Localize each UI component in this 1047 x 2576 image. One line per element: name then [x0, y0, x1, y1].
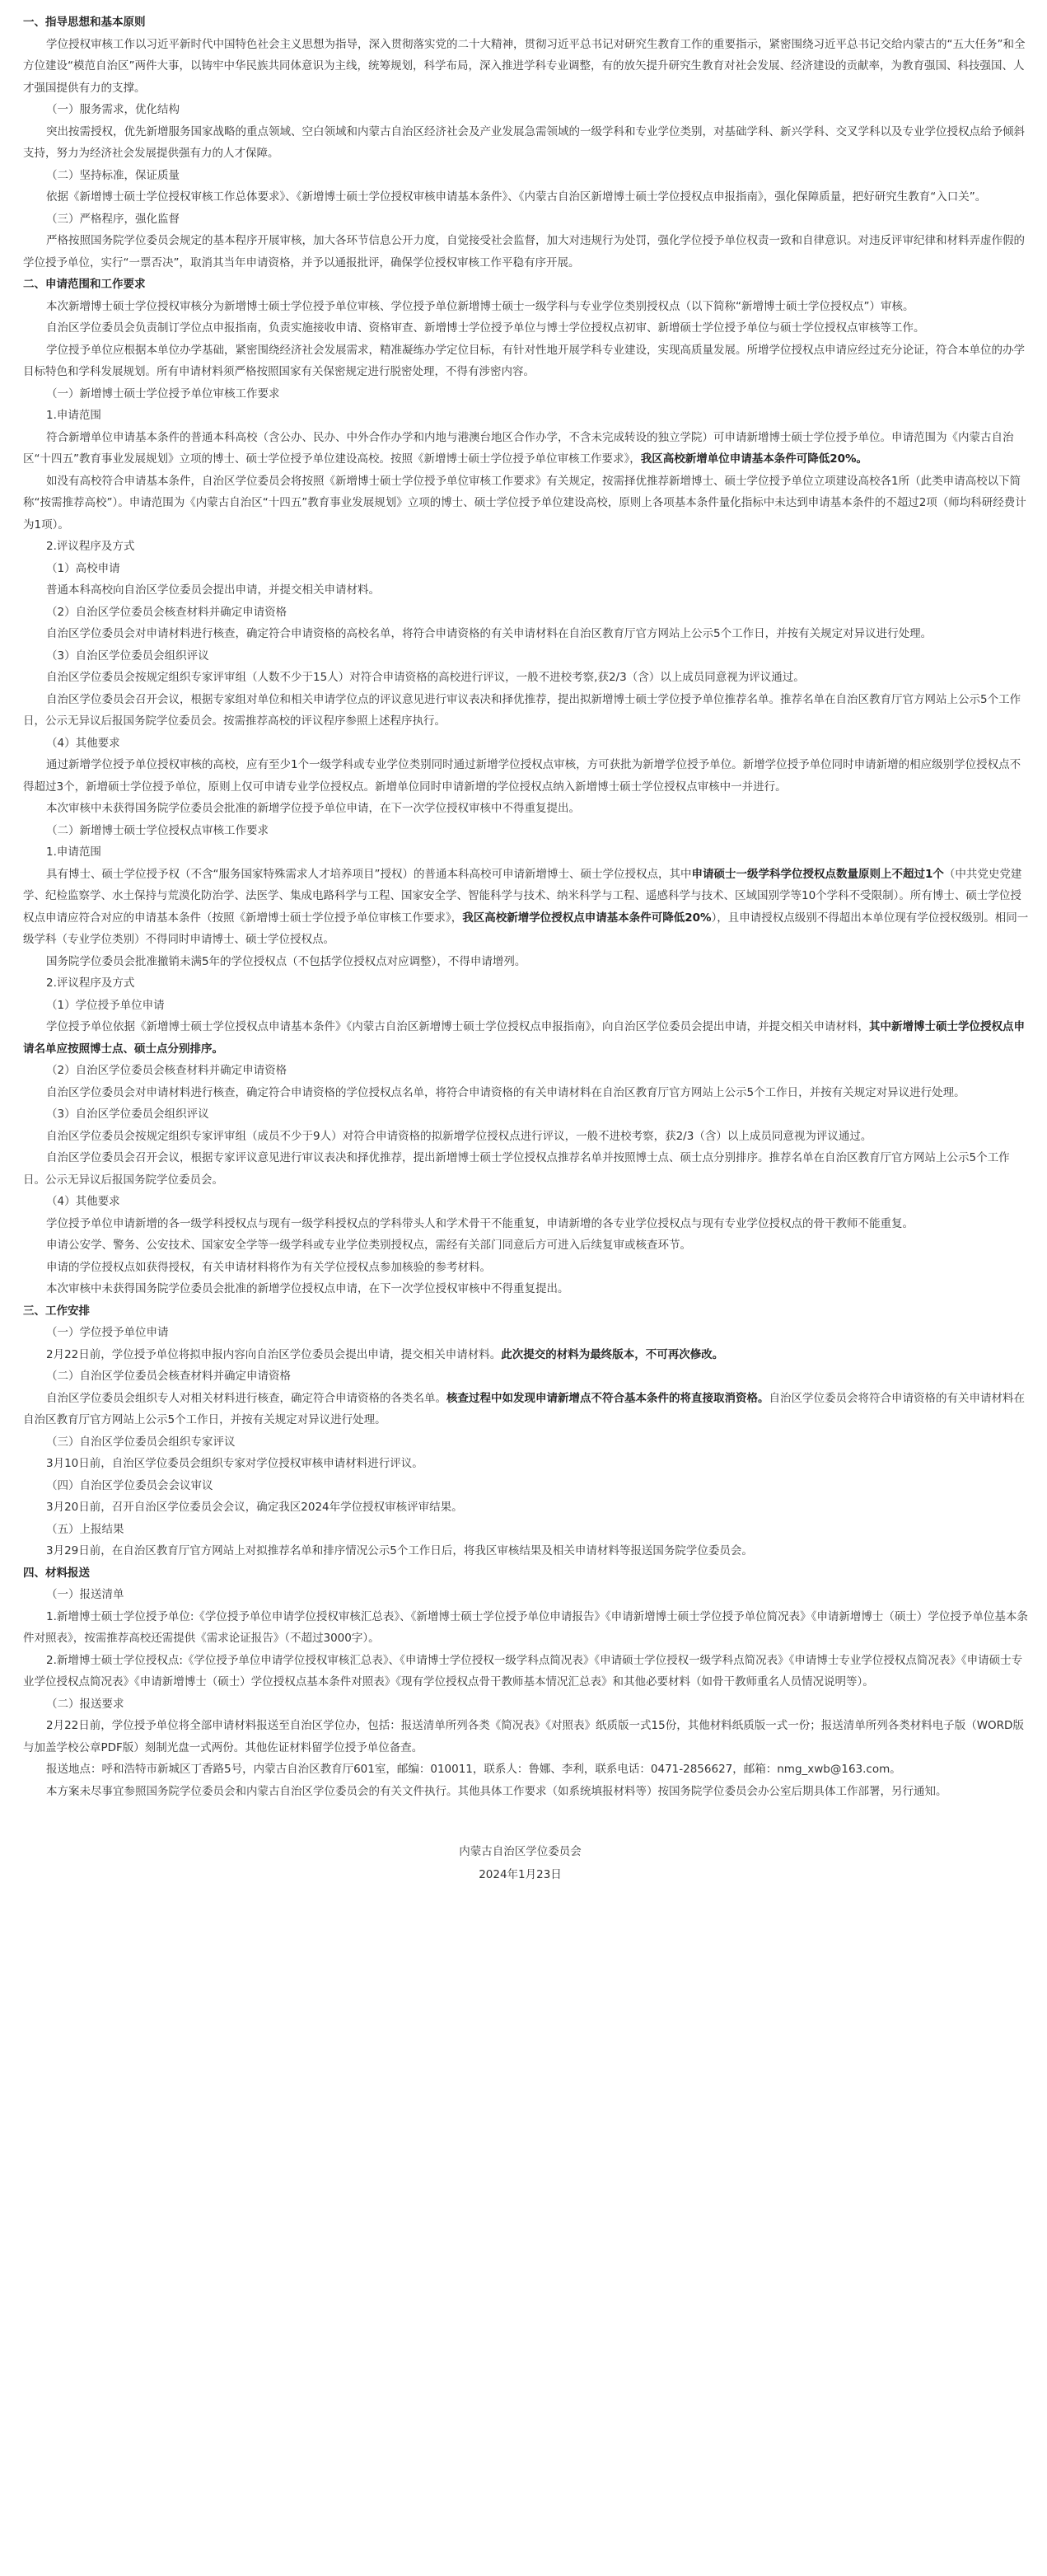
subsection-heading: （五）上报结果 — [46, 1522, 124, 1536]
subsection-heading: （一）新增博士硕士学位授予单位审核工作要求 — [46, 386, 280, 400]
subsection-heading: （三）自治区学位委员会组织专家评议 — [46, 1435, 236, 1449]
paragraph: 具有博士、硕士学位授予权（不含“服务国家特殊需求人才培养项目”授权）的普通本科高校可申请新增博士、硕士学位授权点，其中申请硕士一级学科学位授权点数量原则上不超过1个（中共党史党建学、纪检监察学、水土保持与荒漠化防治学、法医学、集成电路科学与工程、国家安全学、智能科学与技术、纳米科学与工程、遥感科学与技术、区域国别学等10个学科不受限制）。所有博士、硕士学位授权点申请应符合对应的申请基本条件（按照《新增博士硕士学位授予单位审核工作要求》，我区高校新增学位授权点申请基本条件可降低20%），且申请授权点级别不得超出本单位现有学位授权级别。相同一级学科（专业学位类别）不得同时申请博士、硕士学位授权点。 — [23, 867, 1029, 946]
document-body — [23, 0, 1031, 1802]
paragraph: 自治区学位委员会按规定组织专家评审组（成员不少于9人）对符合申请资格的拟新增学位授权点进行评议，一般不进校考察，获2/3（含）以上成员同意视为评议通过。 — [46, 1129, 872, 1143]
subsection-heading: （一）报送清单 — [46, 1588, 124, 1601]
paragraph: 学位授权审核工作以习近平新时代中国特色社会主义思想为指导，深入贯彻落实党的二十大精神，贯彻习近平总书记对研究生教育工作的重要指示，紧密围绕习近平总书记交给内蒙古的“五大任务”和全方位建设“模范自治区”两件大事，以铸牢中华民族共同体意识为主线，统筹规划，科学布局，深入推进学科专业调整，有的放矢提升研究生教育对社会发展、经济建设的贡献率，为教育强国、科技强国、人才强国提供有力的支撑。 — [23, 37, 1026, 95]
paragraph: 申请的学位授权点如获得授权，有关申请材料将作为有关学位授权点参加核验的参考材料。 — [46, 1260, 491, 1274]
paragraph: 自治区学位委员会负责制订学位点申报指南，负责实施接收申请、资格审查、新增博士学位授予单位与博士学位授权点初审、新增硕士学位授予单位与硕士学位授权点审核等工作。 — [46, 321, 925, 335]
paragraph: 自治区学位委员会按规定组织专家评审组（人数不少于15人）对符合申请资格的高校进行评议，一般不进校考察,获2/3（含）以上成员同意视为评议通过。 — [46, 671, 805, 684]
paragraph: 本次审核中未获得国务院学位委员会批准的新增学位授权点申请，在下一次学位授权审核中不得重复提出。 — [46, 1282, 569, 1295]
subsection-heading: （一）服务需求，优化结构 — [46, 103, 180, 116]
paragraph: 3月10日前，自治区学位委员会组织专家对学位授权审核申请材料进行评议。 — [46, 1457, 423, 1470]
list-item-label: 1.申请范围 — [46, 845, 101, 859]
paragraph: 自治区学位委员会对申请材料进行核查，确定符合申请资格的高校名单，将符合申请资格的有关申请材料在自治区教育厅官方网站上公示5个工作日，并按有关规定对异议进行处理。 — [46, 627, 932, 640]
list-item-label: 2.评议程序及方式 — [46, 977, 135, 990]
subsection-heading: （四）自治区学位委员会会议审议 — [46, 1478, 213, 1492]
subsection-heading: （二）自治区学位委员会核查材料并确定申请资格 — [46, 1370, 291, 1383]
paragraph: 自治区学位委员会召开会议，根据专家评议意见进行审议表决和择优推荐，提出新增博士硕士学位授权点推荐名单并按照博士点、硕士点分别排序。推荐名单在自治区教育厅官方网站上公示5个工作日。公示无异议后报国务院学位委员会。 — [23, 1151, 1010, 1187]
list-item-label: （3）自治区学位委员会组织评议 — [46, 649, 209, 663]
list-item-label: （4）其他要求 — [46, 736, 120, 750]
paragraph: 符合新增单位申请基本条件的普通本科高校（含公办、民办、中外合作办学和内地与港澳台地区合作办学，不含未完成转设的独立学院）可申请新增博士硕士学位授予单位。申请范围为《内蒙古自治区“十四五”教育事业发展规划》立项的博士、硕士学位授予单位建设高校。按照《新增博士硕士学位授予单位审核工作要求》，我区高校新增单位申请基本条件可降低20%。 — [23, 430, 1014, 466]
paragraph: 本次新增博士硕士学位授权审核分为新增博士硕士学位授予单位审核、学位授予单位新增博士硕士一级学科与专业学位类别授权点（以下简称“新增博士硕士学位授权点”）审核。 — [46, 299, 914, 313]
paragraph: 申请公安学、警务、公安技术、国家安全学等一级学科或专业学位类别授权点，需经有关部门同意后方可进入后续复审或核查环节。 — [46, 1239, 691, 1252]
paragraph: 自治区学位委员会召开会议，根据专家组对单位和相关申请学位点的评议意见进行审议表决和择优推荐，提出拟新增博士硕士学位授予单位推荐名单。推荐名单在自治区教育厅官方网站上公示5个工作日，公示无异议后报国务院学位委员会。按需推荐高校的评议程序参照上述程序执行。 — [23, 692, 1021, 728]
list-item-label: （1）学位授予单位申请 — [46, 998, 165, 1012]
list-item-label: （2）自治区学位委员会核查材料并确定申请资格 — [46, 605, 287, 619]
issue-date: 2024年1月23日 — [479, 1868, 562, 1881]
paragraph: 本次审核中未获得国务院学位委员会批准的新增学位授予单位申请，在下一次学位授权审核中不得重复提出。 — [46, 802, 580, 815]
subsection-heading: （二）报送要求 — [46, 1697, 124, 1711]
paragraph: 学位授予单位申请新增的各一级学科授权点与现有一级学科授权点的学科带头人和学术骨干不能重复，申请新增的各专业学位授权点与现有专业学位授权点的骨干教师不能重复。 — [46, 1216, 914, 1230]
paragraph: 学位授予单位依据《新增博士硕士学位授权点申请基本条件》《内蒙古自治区新增博士硕士学位授权点申报指南》，向自治区学位委员会提出申请，并提交相关申请材料，其中新增博士硕士学位授权点申请名单应按照博士点、硕士点分别排序。 — [23, 1020, 1025, 1056]
paragraph: 2月22日前，学位授予单位将全部申请材料报送至自治区学位办，包括：报送清单所列各类《简况表》《对照表》纸质版一式15份，其他材料纸质版一式一份；报送清单所列各类材料电子版（WORD版与加盖学校公章PDF版）刻制光盘一式两份。其他佐证材料留学位授予单位备查。 — [23, 1719, 1024, 1754]
paragraph: 报送地点：呼和浩特市新城区丁香路5号，内蒙古自治区教育厅601室，邮编：010011，联系人：鲁娜、李利，联系电话：0471-2856627，邮箱：nmg_xwb@163.com。 — [46, 1763, 901, 1776]
subsection-heading: （二）坚持标准，保证质量 — [46, 168, 180, 182]
paragraph: 学位授予单位应根据本单位办学基础，紧密围绕经济社会发展需求，精准凝练办学定位目标，有针对性地开展学科专业建设，实现高质量发展。所增学位授权点申请应经过充分论证，符合本单位的办学目标特色和学科发展规划。所有申请材料须严格按照国家有关保密规定进行脱密处理，不得有涉密内容。 — [23, 343, 1025, 378]
subsection-heading: （一）学位授予单位申请 — [46, 1326, 169, 1339]
paragraph: 本方案未尽事宜参照国务院学位委员会和内蒙古自治区学位委员会的有关文件执行。其他具体工作要求（如系统填报材料等）按国务院学位委员会办公室后期具体工作部署，另行通知。 — [46, 1784, 947, 1798]
section-heading: 三、工作安排 — [23, 1304, 90, 1318]
signature-block — [0, 1840, 1007, 1886]
issuing-organization: 内蒙古自治区学位委员会 — [459, 1845, 582, 1858]
list-item-label: （3）自治区学位委员会组织评议 — [46, 1108, 209, 1121]
paragraph: 自治区学位委员会对申请材料进行核查，确定符合申请资格的学位授权点名单，将符合申请资格的有关申请材料在自治区教育厅官方网站上公示5个工作日，并按有关规定对异议进行处理。 — [46, 1085, 965, 1099]
paragraph: 3月29日前，在自治区教育厅官方网站上对拟推荐名单和排序情况公示5个工作日后，将我区审核结果及相关申请材料等报送国务院学位委员会。 — [46, 1544, 753, 1557]
subsection-heading: （二）新增博士硕士学位授权点审核工作要求 — [46, 823, 269, 837]
section-heading: 一、指导思想和基本原则 — [23, 16, 146, 29]
list-item-label: （4）其他要求 — [46, 1195, 120, 1208]
paragraph: 通过新增学位授予单位授权审核的高校，应有至少1个一级学科或专业学位类别同时通过新增学位授权点审核，方可获批为新增学位授予单位。新增学位授予单位同时申请新增的相应级别学位授权点不得超过3个，新增硕士学位授予单位，原则上仅可申请专业学位授权点。新增单位同时申请新增的学位授权点纳入新增博士硕士学位授权点审核中一并进行。 — [23, 758, 1021, 794]
paragraph: 2.新增博士硕士学位授权点:《学位授予单位申请学位授权审核汇总表》、《申请博士学位授权一级学科点简况表》《申请硕士学位授权一级学科点简况表》《申请博士专业学位授权点简况表》《申请硕士专业学位授权点简况表》《申请新增博士（硕士）学位授权点基本条件对照表》《现有学位授权点骨干教师基本情况汇总表》和其他必要材料（如骨干教师重名人员情况说明等）。 — [23, 1653, 1023, 1688]
paragraph: 严格按照国务院学位委员会规定的基本程序开展审核，加大各环节信息公开力度，自觉接受社会监督，加大对违规行为处罚，强化学位授予单位权责一致和自律意识。对违反评审纪律和材料弄虚作假的学位授予单位，实行“一票否决”，取消其当年申请资格，并予以通报批评，确保学位授权审核工作平稳有序开展。 — [23, 234, 1025, 269]
paragraph: 3月20日前，召开自治区学位委员会会议，确定我区2024年学位授权审核评审结果。 — [46, 1501, 463, 1514]
subsection-heading: （三）严格程序，强化监督 — [46, 212, 180, 226]
list-item-label: 1.申请范围 — [46, 409, 101, 422]
section-heading: 二、申请范围和工作要求 — [23, 278, 146, 291]
paragraph: 自治区学位委员会组织专人对相关材料进行核查，确定符合申请资格的各类名单。核查过程中如发现申请新增点不符合基本条件的将直接取消资格。自治区学位委员会将符合申请资格的有关申请材料在自治区教育厅官方网站上公示5个工作日，并按有关规定对异议进行处理。 — [23, 1391, 1025, 1426]
paragraph: 如没有高校符合申请基本条件，自治区学位委员会将按照《新增博士硕士学位授予单位审核工作要求》有关规定，按需择优推荐新增博士、硕士学位授予单位立项建设高校各1所（此类申请高校以下简称“按需推荐高校”）。申请范围为《内蒙古自治区“十四五”教育事业发展规划》立项的博士、硕士学位授予单位建设高校，原则上各项基本条件量化指标中未达到申请基本条件的不超过2项（师均科研经费计为1项）。 — [23, 474, 1026, 532]
paragraph: 依据《新增博士硕士学位授权审核工作总体要求》、《新增博士硕士学位授权审核申请基本条件》、《内蒙古自治区新增博士硕士学位授权点申报指南》，强化保障质量，把好研究生教育“入口关”。 — [46, 190, 987, 204]
paragraph: 普通本科高校向自治区学位委员会提出申请，并提交相关申请材料。 — [46, 583, 380, 597]
list-item-label: （2）自治区学位委员会核查材料并确定申请资格 — [46, 1064, 287, 1077]
section-heading: 四、材料报送 — [23, 1566, 90, 1580]
list-item-label: （1）高校申请 — [46, 561, 120, 575]
paragraph: 2月22日前，学位授予单位将拟申报内容向自治区学位委员会提出申请，提交相关申请材料。此次提交的材料为最终版本，不可再次修改。 — [46, 1347, 724, 1361]
paragraph: 国务院学位委员会批准撤销未满5年的学位授权点（不包括学位授权点对应调整），不得申请增列。 — [46, 954, 526, 968]
paragraph: 突出按需授权，优先新增服务国家战略的重点领域、空白领域和内蒙古自治区经济社会及产业发展急需领域的一级学科和专业学位类别，对基础学科、新兴学科、交叉学科以及专业学位授权点给予倾斜支持，努力为经济社会发展提供强有力的人才保障。 — [23, 124, 1025, 160]
paragraph: 1.新增博士硕士学位授予单位:《学位授予单位申请学位授权审核汇总表》、《新增博士硕士学位授予单位申请报告》《申请新增博士硕士学位授予单位简况表》《申请新增博士（硕士）学位授予单位基本条件对照表》，按需推荐高校还需提供《需求论证报告》（不超过3000字）。 — [23, 1609, 1028, 1645]
list-item-label: 2.评议程序及方式 — [46, 540, 135, 553]
